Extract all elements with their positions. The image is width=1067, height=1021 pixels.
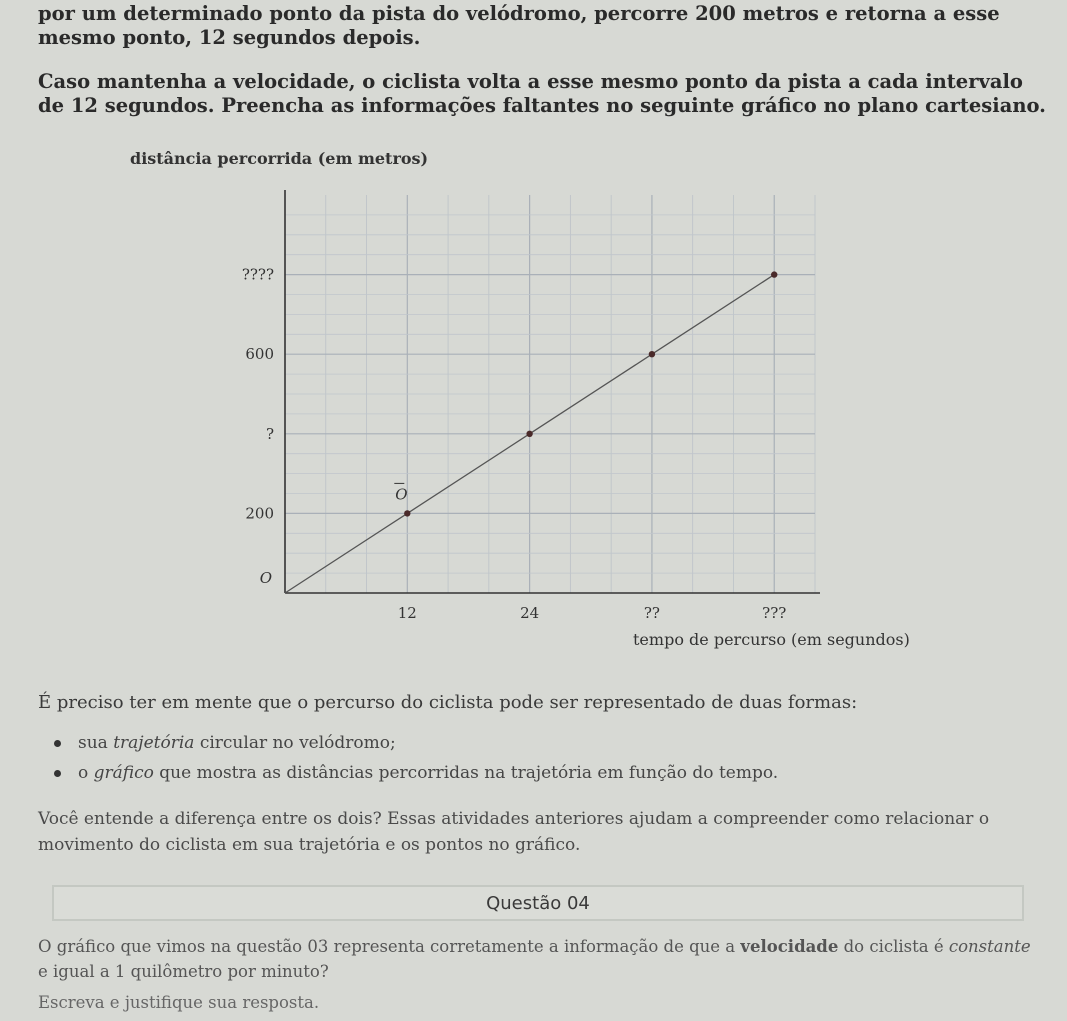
emphasis-word: velocidade (740, 937, 839, 956)
data-point (649, 351, 655, 357)
list-item: o gráfico que mostra as distâncias percorridas na trajetória em função do tempo. (78, 758, 778, 788)
chart-grid (285, 195, 815, 593)
emphasis-word: trajetória (113, 733, 195, 753)
chart-labels (130, 149, 910, 649)
question-instruction: Escreva e justifique sua resposta. (38, 993, 320, 1012)
chart-series (285, 271, 777, 593)
x-tick-label: 12 (397, 604, 417, 622)
bullet-icon (54, 740, 61, 747)
data-point (771, 271, 777, 277)
y-tick-label: O (259, 569, 272, 587)
y-tick-label: 200 (245, 504, 274, 523)
paragraph-reflection: Você entende a diferença entre os dois? Essas atividades anteriores ajudam a compreender como relacionar o movimento do ciclista em sua trajetória e os pontos no gráfico. (38, 809, 990, 855)
x-tick-label: 24 (520, 604, 540, 622)
paragraph-intro-context: por um determinado ponto da pista do velódromo, percorre 200 metros e retorna a esse mesmo ponto, 12 segundos depois. (38, 2, 1000, 49)
data-point (526, 431, 532, 437)
paragraph-instructions: Caso mantenha a velocidade, o ciclista volta a esse mesmo ponto da pista a cada intervalo de 12 segundos. Preencha as informações faltantes no seguinte gráfico no plano cartesiano. (38, 70, 1046, 117)
representation-list (78, 728, 778, 788)
distance-time-chart (0, 140, 1067, 660)
y-tick-label: ???? (241, 265, 274, 284)
origin-annotation: O (395, 485, 408, 504)
y-tick-label: 600 (245, 345, 274, 364)
bullet-icon (54, 770, 61, 777)
x-tick-label: ?? (643, 604, 660, 622)
emphasis-word: gráfico (93, 763, 154, 783)
list-item: sua trajetória circular no velódromo; (78, 728, 778, 758)
y-tick-label: ? (265, 424, 274, 443)
chart-axes (285, 190, 820, 593)
x-axis-label: tempo de percurso (em segundos) (633, 630, 910, 649)
data-point (404, 510, 410, 516)
emphasis-word: constante (948, 937, 1031, 956)
representation-intro: É preciso ter em mente que o percurso do ciclista pode ser representado de duas formas: (38, 692, 858, 713)
question-header-box (52, 885, 1024, 921)
x-tick-label: ??? (762, 604, 787, 622)
question-body: O gráfico que vimos na questão 03 representa corretamente a informação de que a velocidade do ciclista é constante e igual a 1 quilômetro por minuto? (38, 937, 1031, 981)
y-axis-label: distância percorrida (em metros) (130, 149, 429, 168)
question-title: Questão 04 (486, 893, 590, 914)
